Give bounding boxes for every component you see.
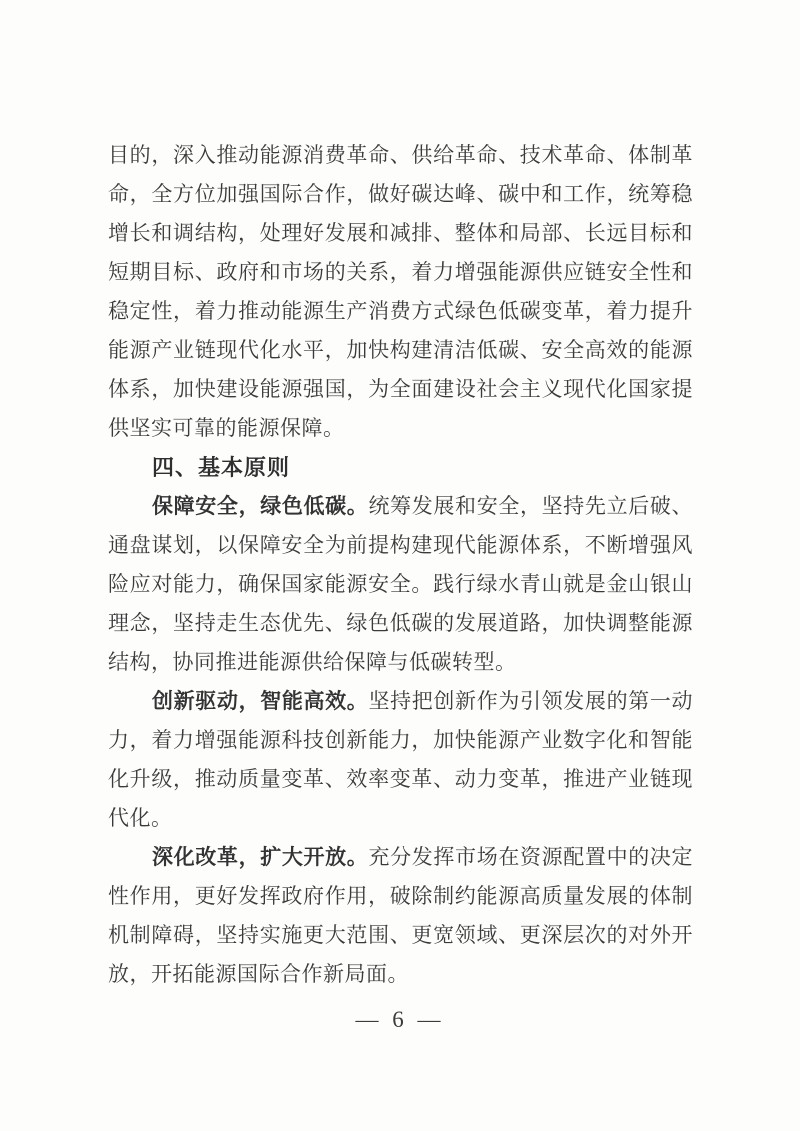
principle-paragraph [108, 682, 693, 838]
principle-body: 坚持把创新作为引领发展的第一动力，着力增强能源科技创新能力，加快能源产业数字化和智能化升级，推动质量变革、效率变革、动力变革，推进产业链现代化。 [108, 689, 694, 830]
section-heading: 四、基本原则 [152, 455, 291, 480]
principle-lead: 创新驱动，智能高效。 [152, 689, 369, 713]
principle-paragraph [108, 838, 693, 994]
principle-lead: 深化改革，扩大开放。 [152, 845, 369, 869]
principle-lead: 保障安全，绿色低碳。 [152, 494, 369, 518]
page-number: — 6 — [355, 1007, 445, 1032]
principle-paragraph [108, 487, 693, 682]
principle-body: 统筹发展和安全，坚持先立后破、通盘谋划，以保障安全为前提构建现代能源体系，不断增强风险应对能力，确保国家能源安全。践行绿水青山就是金山银山理念，坚持走生态优先、绿色低碳的发展道路，加快调整能源结构，协同推进能源供给保障与低碳转型。 [108, 494, 694, 674]
document-body [108, 136, 693, 994]
intro-paragraph: 目的，深入推动能源消费革命、供给革命、技术革命、体制革命，全方位加强国际合作，做好碳达峰、碳中和工作，统筹稳增长和调结构，处理好发展和减排、整体和局部、长远目标和短期目标、政府和市场的关系，着力增强能源供应链安全性和稳定性，着力推动能源生产消费方式绿色低碳变革，着力提升能源产业链现代化水平，加快构建清洁低碳、安全高效的能源体系，加快建设能源强国，为全面建设社会主义现代化国家提供坚实可靠的能源保障。 [108, 143, 693, 440]
principle-body: 充分发挥市场在资源配置中的决定性作用，更好发挥政府作用，破除制约能源高质量发展的体制机制障碍，坚持实施更大范围、更宽领域、更深层次的对外开放，开拓能源国际合作新局面。 [108, 845, 694, 986]
